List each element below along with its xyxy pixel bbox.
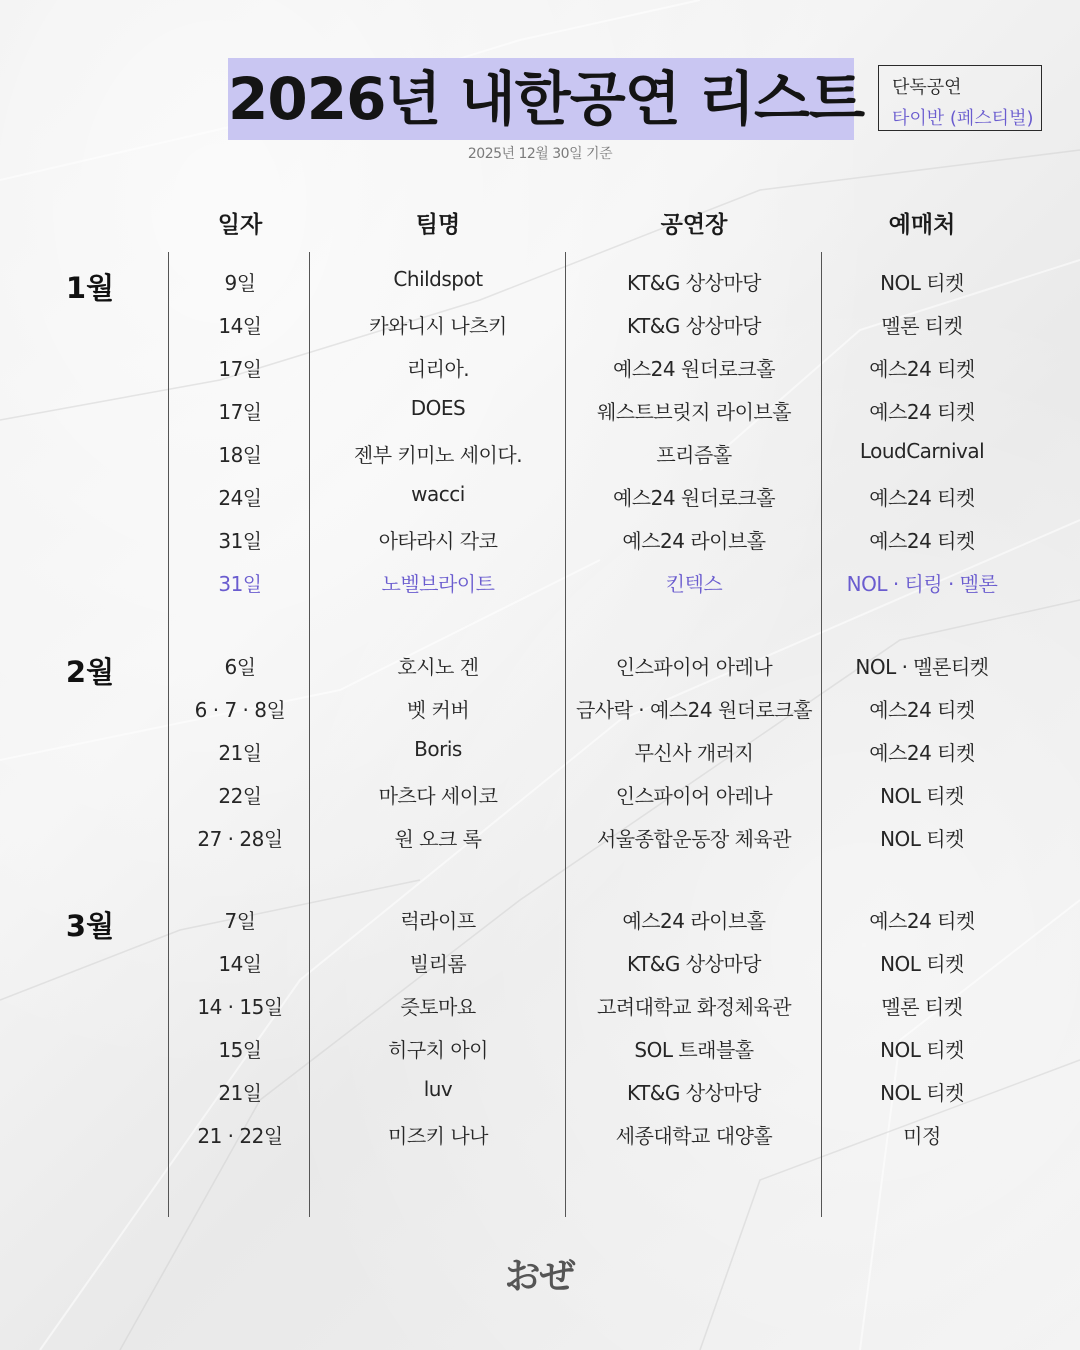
row-ticket: 멜론 티켓: [881, 995, 963, 1019]
row-venue: 프리즘홀: [656, 443, 732, 467]
row-date: 6 · 7 · 8일: [194, 698, 286, 722]
header-ticket: 예매처: [888, 212, 956, 238]
row-ticket: NOL 티켓: [880, 952, 964, 976]
row-ticket: NOL · 티링 · 멜론: [846, 572, 998, 596]
row-team: 히구치 아이: [388, 1038, 488, 1062]
row-venue: 킨텍스: [665, 572, 723, 596]
legend-box: [878, 65, 1042, 131]
row-team: 아타라시 각코: [378, 529, 498, 553]
row-ticket: NOL · 멜론티켓: [855, 655, 989, 679]
row-team: 젠부 키미노 세이다.: [353, 443, 523, 467]
row-date: 6일: [224, 655, 256, 679]
row-ticket: NOL 티켓: [880, 271, 964, 295]
row-ticket: 예스24 티켓: [869, 400, 975, 424]
row-date: 7일: [224, 909, 256, 933]
row-team: 카와니시 나츠키: [369, 314, 507, 338]
row-date: 31일: [218, 529, 262, 553]
row-team: 벳 커버: [406, 698, 470, 722]
row-ticket: 예스24 티켓: [869, 357, 975, 381]
row-ticket: 예스24 티켓: [869, 486, 975, 510]
row-venue: 금사락 · 예스24 원더로크홀: [575, 698, 813, 722]
row-date: 17일: [218, 400, 262, 424]
legend-solo-label: 단독공연: [892, 77, 962, 98]
row-ticket: 미정: [903, 1124, 941, 1148]
row-ticket: LoudCarnival: [859, 439, 985, 463]
row-date: 21일: [218, 741, 262, 765]
row-team: 호시노 겐: [397, 655, 479, 679]
row-team: luv: [423, 1077, 453, 1101]
row-team: 리리아.: [406, 357, 470, 381]
row-venue: 인스파이어 아레나: [615, 784, 773, 808]
row-venue: SOL 트래블홀: [634, 1038, 754, 1062]
row-team: 빌리롬: [409, 952, 467, 976]
row-date: 27 · 28일: [197, 827, 283, 851]
row-team: 노벨브라이트: [381, 572, 495, 596]
as-of-date: 2025년 12월 30일 기준: [467, 146, 613, 162]
row-team: Boris: [414, 737, 462, 761]
row-venue: KT&G 상상마당: [626, 1081, 761, 1105]
row-ticket: NOL 티켓: [880, 784, 964, 808]
row-ticket: 예스24 티켓: [869, 741, 975, 765]
row-venue: 웨스트브릿지 라이브홀: [596, 400, 792, 424]
row-date: 24일: [218, 486, 262, 510]
row-venue: 서울종합운동장 체육관: [596, 827, 792, 851]
row-venue: 세종대학교 대양홀: [615, 1124, 773, 1148]
row-venue: KT&G 상상마당: [626, 271, 761, 295]
row-team: 럭라이프: [400, 909, 476, 933]
row-venue: 고려대학교 화정체육관: [596, 995, 792, 1019]
row-date: 9일: [224, 271, 256, 295]
row-venue: 예스24 라이브홀: [622, 529, 766, 553]
row-venue: KT&G 상상마당: [626, 314, 761, 338]
row-ticket: 예스24 티켓: [869, 909, 975, 933]
row-team: wacci: [411, 482, 465, 506]
row-date: 17일: [218, 357, 262, 381]
header-date: 일자: [217, 212, 263, 238]
legend-festival-label: 타이반 (페스티벌): [892, 108, 1034, 129]
row-ticket: 멜론 티켓: [881, 314, 963, 338]
row-team: 미즈키 나나: [388, 1124, 488, 1148]
row-date: 14 · 15일: [197, 995, 283, 1019]
row-ticket: 예스24 티켓: [869, 529, 975, 553]
row-venue: KT&G 상상마당: [626, 952, 761, 976]
row-venue: 인스파이어 아레나: [615, 655, 773, 679]
row-venue: 예스24 원더로크홀: [612, 486, 776, 510]
row-team: 원 오크 록: [394, 827, 482, 851]
row-venue: 예스24 원더로크홀: [612, 357, 776, 381]
row-date: 21일: [218, 1081, 262, 1105]
row-team: 즛토마요: [400, 995, 476, 1019]
column-divider: [168, 252, 169, 1217]
month-label: 2월: [65, 655, 115, 689]
row-date: 22일: [218, 784, 262, 808]
row-date: 14일: [218, 952, 262, 976]
brand-logo: おぜ: [504, 1256, 576, 1297]
row-team: DOES: [410, 396, 466, 420]
row-date: 21 · 22일: [197, 1124, 283, 1148]
row-ticket: 예스24 티켓: [869, 698, 975, 722]
row-team: Childspot: [393, 267, 483, 291]
header-venue: 공연장: [660, 212, 728, 238]
row-ticket: NOL 티켓: [880, 1038, 964, 1062]
row-date: 18일: [218, 443, 262, 467]
row-venue: 예스24 라이브홀: [622, 909, 766, 933]
month-label: 3월: [65, 909, 115, 943]
row-team: 마츠다 세이코: [378, 784, 498, 808]
row-date: 14일: [218, 314, 262, 338]
page-title: 2026년 내한공연 리스트: [228, 65, 865, 133]
row-date: 15일: [218, 1038, 262, 1062]
row-ticket: NOL 티켓: [880, 1081, 964, 1105]
month-label: 1월: [65, 271, 115, 305]
row-date: 31일: [218, 572, 262, 596]
header-team: 팀명: [415, 212, 461, 238]
row-ticket: NOL 티켓: [880, 827, 964, 851]
row-venue: 무신사 개러지: [634, 741, 754, 765]
